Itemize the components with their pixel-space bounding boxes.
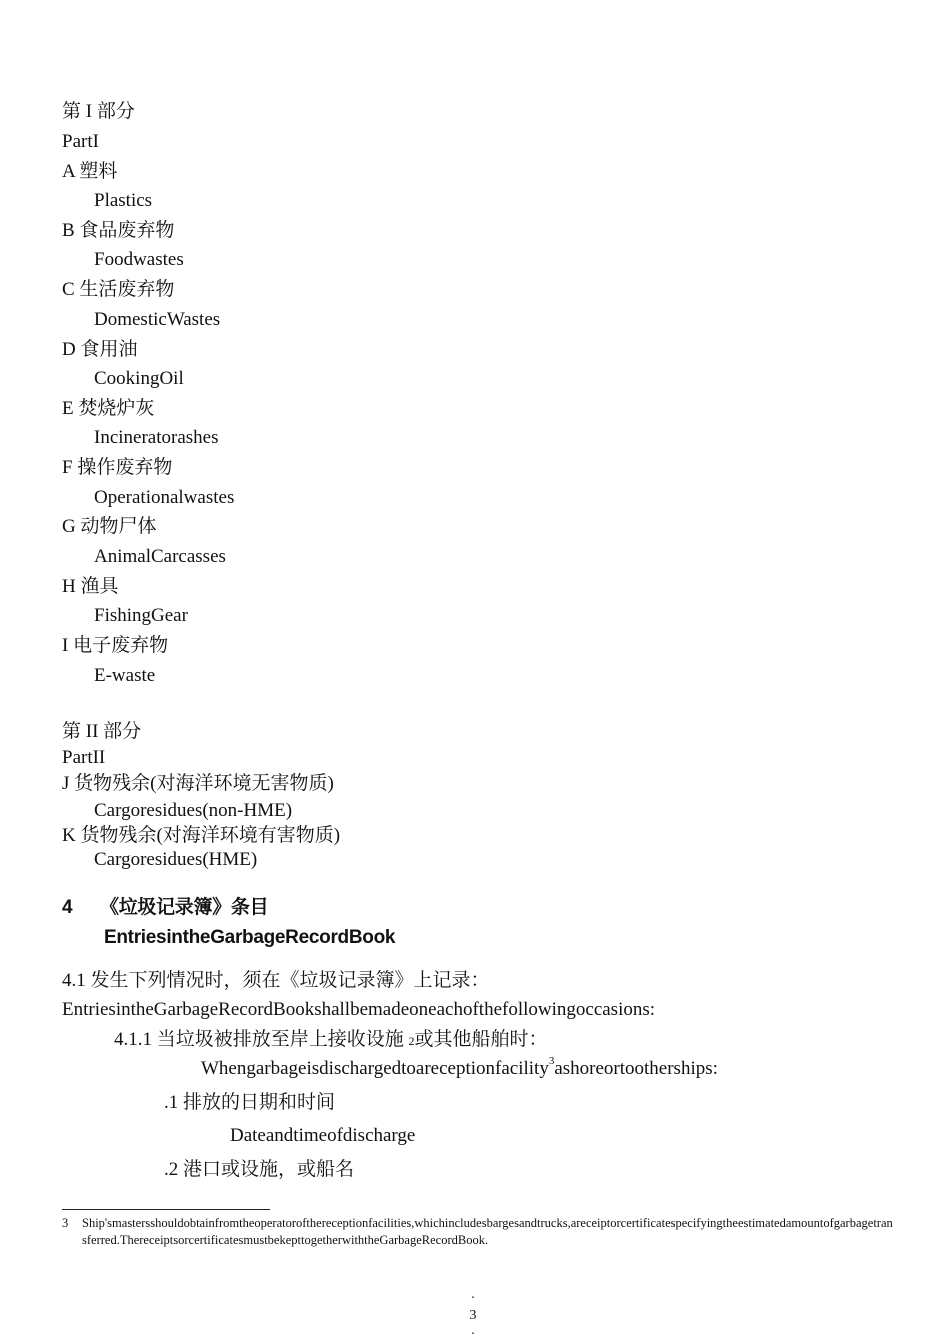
page-number: 3 — [469, 1308, 477, 1323]
list-item-en: Operationalwastes — [94, 487, 235, 508]
sub-item-1-cn: .1 排放的日期和时间 — [164, 1092, 336, 1113]
page-dot-bottom: . — [471, 1323, 475, 1338]
list-item-en: Incineratorashes — [94, 427, 219, 448]
footnote-number: 3 — [62, 1216, 69, 1230]
paragraph-4-1-1-en: Whengarbageisdischargedtoareceptionfacility$^3$ashoreortootherships: — [201, 1055, 718, 1079]
list-item-cn: D 食用油 — [62, 339, 138, 360]
footnote-text: Ship'smastersshouldobtainfromtheoperatorofthereceptionfacilities,whichincludesbargesandtrucks,areceiptorcertificatespecifyingtheestimatedamountofgarbagetransferred.ThereceiptsorcertificatesmustbekepttogetherwiththeGarbageRecordBook. — [82, 1216, 893, 1247]
list-item-en: Cargoresidues(HME) — [94, 849, 258, 870]
paragraph-4-1-cn: 4.1 发生下列情况时，须在《垃圾记录簿》上记录： — [62, 970, 490, 991]
list-item-cn: B 食品废弃物 — [62, 220, 175, 241]
list-item-cn: A 塑料 — [62, 161, 118, 182]
list-item-en: FishingGear — [94, 605, 188, 626]
sub-item-2-cn: .2 港口或设施，或船名 — [164, 1159, 355, 1180]
list-item-cn: I 电子废弃物 — [62, 635, 169, 656]
list-item-cn: J 货物残余(对海洋环境无害物质) — [62, 773, 334, 794]
part2-heading-en: PartII — [62, 747, 106, 768]
list-item-en: Foodwastes — [94, 249, 184, 270]
list-item-en: DomesticWastes — [94, 309, 221, 330]
part1-heading-cn: 第 I 部分 — [62, 101, 135, 122]
section-number: 4 — [62, 897, 73, 918]
list-item-en: AnimalCarcasses — [94, 546, 226, 567]
paragraph-4-1-1-cn: 4.1.1 当垃圾被排放至岸上接收设施 2或其他船舶时： — [114, 1029, 548, 1050]
list-item-cn: C 生活废弃物 — [62, 279, 175, 300]
list-item-en: CookingOil — [94, 368, 184, 389]
footnote — [62, 1215, 897, 1249]
part1-heading-en: PartI — [62, 131, 99, 152]
list-item-cn: G 动物尸体 — [62, 516, 157, 537]
list-item-en: Cargoresidues(non-HME) — [94, 800, 293, 821]
list-item-cn: H 渔具 — [62, 576, 119, 597]
sub-item-1-en: Dateandtimeofdischarge — [230, 1125, 416, 1146]
list-item-cn: F 操作废弃物 — [62, 457, 173, 478]
paragraph-4-1-en: EntriesintheGarbageRecordBookshallbemadeoneachofthefollowingoccasions: — [62, 999, 656, 1020]
footnote-ref: 2 — [408, 1034, 415, 1048]
section-title-en: EntriesintheGarbageRecordBook — [104, 927, 396, 948]
page-dot-top: . — [471, 1287, 475, 1302]
list-item-cn: E 焚烧炉灰 — [62, 398, 155, 419]
section-title-cn: 《垃圾记录簿》条目 — [100, 897, 269, 918]
part2-heading-cn: 第 II 部分 — [62, 721, 142, 742]
list-item-en: E-waste — [94, 665, 156, 686]
footnote-ref: 3 — [548, 1055, 555, 1067]
list-item-en: Plastics — [94, 190, 153, 211]
footnote-separator — [62, 1209, 270, 1210]
list-item-cn: K 货物残余(对海洋环境有害物质) — [62, 825, 341, 846]
